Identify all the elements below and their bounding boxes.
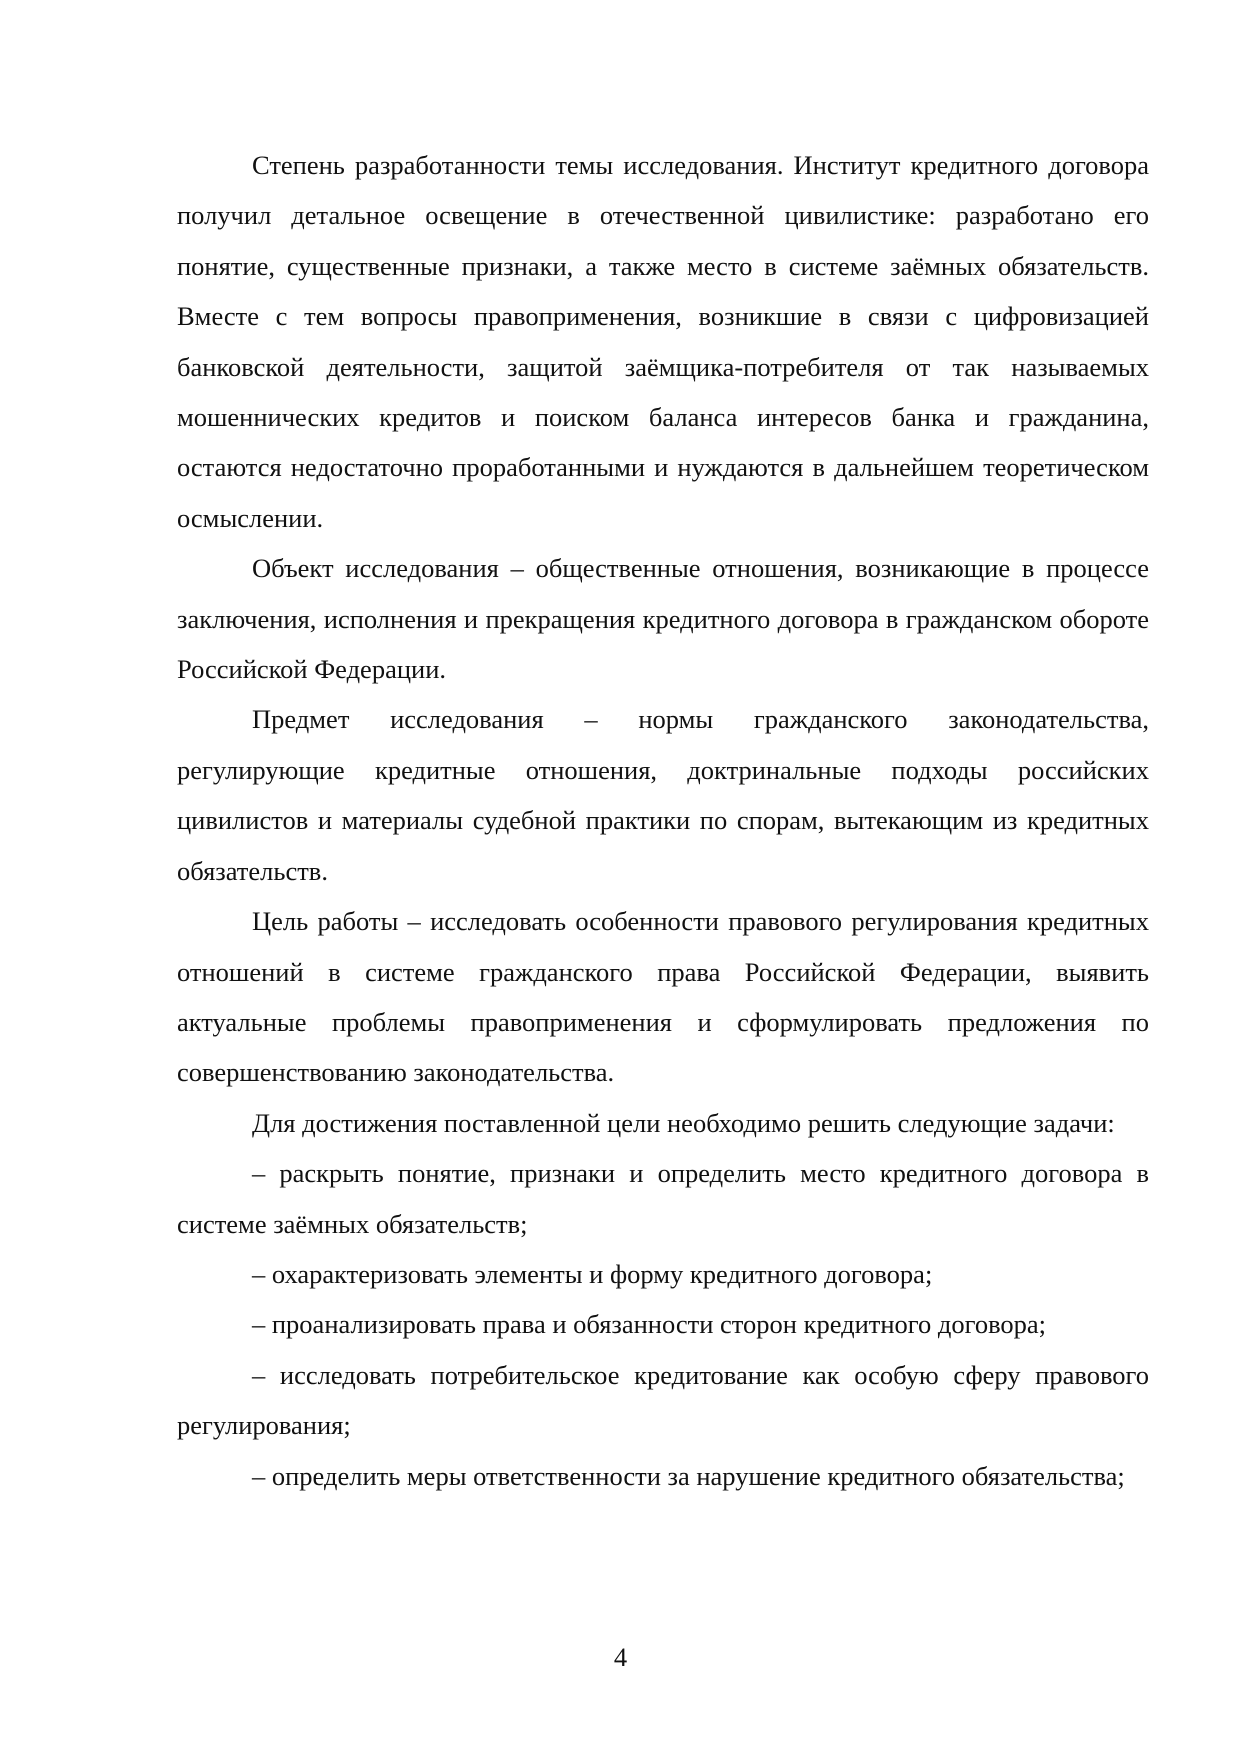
- task-item: – исследовать потребительское кредитование как особую сферу правового регулирования;: [177, 1359, 1149, 1441]
- task-item: – проанализировать права и обязанности сторон кредитного договора;: [252, 1309, 1047, 1340]
- task-item: – охарактеризовать элементы и форму кредитного договора;: [252, 1258, 933, 1289]
- task-item: – раскрыть понятие, признаки и определить место кредитного договора в системе заёмных обязательств;: [177, 1158, 1149, 1239]
- paragraph-research-goal: Цель работы – исследовать особенности правового регулирования кредитных отношений в системе гражданского права Российской Федерации, выявить актуальные проблемы правоприменения и сформулировать предложения по совершенствованию законодательства.: [177, 906, 1149, 1088]
- task-item: – определить меры ответственности за нарушение кредитного обязательства;: [252, 1460, 1125, 1491]
- page-number: 4: [613, 1642, 628, 1672]
- document-body: [177, 140, 1149, 1501]
- paragraph-tasks-intro: Для достижения поставленной цели необходимо решить следующие задачи:: [252, 1107, 1115, 1138]
- paragraph-research-object: Объект исследования – общественные отношения, возникающие в процессе заключения, исполнения и прекращения кредитного договора в гражданском обороте Российской Федерации.: [177, 553, 1149, 685]
- paragraph-research-development: Степень разработанности темы исследования. Институт кредитного договора получил детальное освещение в отечественной цивилистике: разработано его понятие, существенные признаки, а также место в системе заёмных обязательств. Вместе с тем вопросы правоприменения, возникшие в связи с цифровизацией банковской деятельности, защитой заёмщика-потребителя от так называемых мошеннических кредитов и поиском баланса интересов банка и гражданина, остаются недостаточно проработанными и нуждаются в дальнейшем теоретическом осмыслении.: [177, 150, 1149, 533]
- paragraph-research-subject: Предмет исследования – нормы гражданского законодательства, регулирующие кредитные отношения, доктринальные подходы российских цивилистов и материалы судебной практики по спорам, вытекающим из кредитных обязательств.: [177, 704, 1149, 886]
